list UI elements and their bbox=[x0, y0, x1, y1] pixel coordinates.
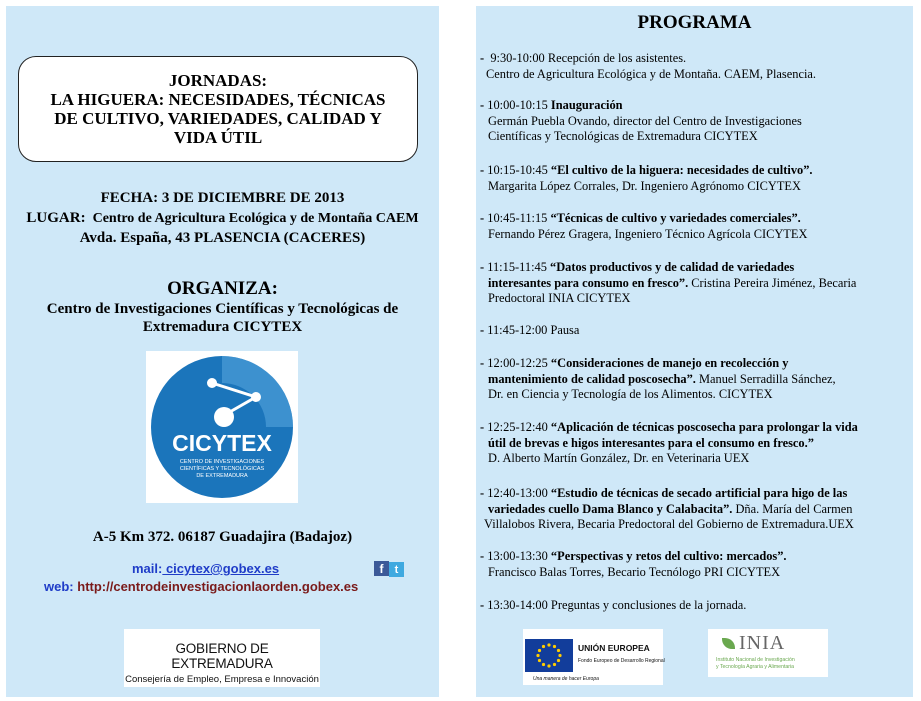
program-time: 10:00-10:15 bbox=[487, 98, 548, 112]
cicytex-logo bbox=[146, 351, 298, 503]
program-item: - 12:00-12:25 “Consideraciones de manejo en recolección y mantenimiento de calidad poscosecha”. Manuel Serradilla Sánchez, Dr. en Ciencia y Tecnología de los Alimentos. CICYTEX bbox=[480, 356, 910, 403]
place-value: Centro de Agricultura Ecológica y de Montaña CAEM bbox=[92, 211, 419, 226]
inia-logo bbox=[708, 629, 828, 677]
cicytex-logo-sub-2: CIENTÍFICAS Y TECNOLÓGICAS bbox=[179, 466, 265, 472]
program-time: 12:25-12:40 bbox=[487, 420, 548, 434]
program-item: - 13:30-14:00 Preguntas y conclusiones de la jornada. bbox=[480, 598, 747, 612]
program-title-cont: variedades cuello Dama Blanco y Calabacita”. bbox=[488, 501, 733, 516]
twitter-icon[interactable]: t bbox=[389, 562, 404, 577]
eu-motto: Una manera de hacer Europa bbox=[533, 676, 599, 682]
eu-subtitle: Fondo Europeo de Desarrollo Regional bbox=[578, 658, 665, 664]
event-date: FECHA: 3 DE DICIEMBRE DE 2013 bbox=[100, 190, 345, 206]
program-item: - 12:40-13:00 “Estudio de técnicas de secado artificial para higo de las variedades cuello Dama Blanco y Calabacita”. Dña. María del Carmen Villalobos Rivera, Becaria Predoctoral del Gobierno de Extremadura.UEX bbox=[480, 486, 910, 533]
right-panel bbox=[476, 6, 913, 697]
event-address: Avda. España, 43 PLASENCIA (CACERES) bbox=[79, 230, 366, 246]
inia-name: INIA bbox=[739, 632, 786, 654]
facebook-icon[interactable]: f bbox=[374, 561, 389, 576]
mail-link[interactable]: cicytex@gobex.es bbox=[162, 561, 280, 576]
program-detail: Villalobos Rivera, Becaria Predoctoral del Gobierno de Extremadura.UEX bbox=[484, 517, 854, 531]
program-time: 9:30-10:00 bbox=[490, 51, 545, 65]
program-detail: Centro de Agricultura Ecológica y de Montaña. CAEM, Plasencia. bbox=[486, 66, 816, 81]
program-time: 10:45-11:15 bbox=[487, 211, 548, 225]
program-detail: Científicas y Tecnológicas de Extremadura CICYTEX bbox=[488, 129, 758, 143]
program-detail: Cristina Pereira Jiménez, Becaria bbox=[688, 275, 857, 290]
program-item: - 10:15-10:45 “El cultivo de la higuera: necesidades de cultivo”. Margarita López Corrales, Dr. Ingeniero Agrónomo CICYTEX bbox=[480, 163, 910, 194]
title-line-4: VIDA ÚTIL bbox=[173, 128, 263, 147]
title-box bbox=[18, 56, 418, 162]
program-time: 13:00-13:30 bbox=[487, 549, 548, 563]
program-title: “Perspectivas y retos del cultivo: mercados”. bbox=[547, 549, 787, 563]
program-time: 10:15-10:45 bbox=[487, 163, 548, 177]
program-detail: D. Alberto Martín González, Dr. en Veterinaria UEX bbox=[488, 451, 750, 465]
program-time: 13:30-14:00 bbox=[487, 598, 548, 612]
gobierno-title: GOBIERNO DE EXTREMADURA bbox=[171, 641, 273, 671]
web-label: web: bbox=[44, 579, 74, 594]
cicytex-logo-name: CICYTEX bbox=[172, 430, 272, 456]
web-line bbox=[44, 579, 358, 594]
organiza-line-1: Centro de Investigaciones Científicas y Tecnológicas de bbox=[46, 301, 399, 317]
eu-flag-icon bbox=[525, 639, 573, 672]
program-item: - 11:45-12:00 Pausa bbox=[480, 323, 580, 337]
program-detail: Dr. en Ciencia y Tecnología de los Alimentos. CICYTEX bbox=[488, 387, 773, 401]
program-item: - 13:00-13:30 “Perspectivas y retos del cultivo: mercados”. Francisco Balas Torres, Becario Tecnólogo PRI CICYTEX bbox=[480, 549, 910, 580]
event-place bbox=[6, 210, 439, 227]
program-time: 12:40-13:00 bbox=[487, 486, 548, 500]
programa-title: PROGRAMA bbox=[637, 12, 752, 33]
cicytex-logo-sub-3: DE EXTREMADURA bbox=[196, 473, 248, 479]
program-detail: Predoctoral INIA CICYTEX bbox=[488, 291, 631, 305]
social-icons bbox=[374, 560, 404, 578]
program-time: 11:15-11:45 bbox=[487, 260, 547, 274]
program-time: 12:00-12:25 bbox=[487, 356, 548, 370]
cicytex-logo-atom-3 bbox=[214, 407, 234, 427]
program-title: “Datos productivos y de calidad de variedades bbox=[546, 260, 795, 274]
program-title-cont: mantenimiento de calidad poscosecha”. bbox=[488, 371, 696, 386]
program-title: “Técnicas de cultivo y variedades comerciales”. bbox=[547, 211, 801, 225]
program-title: “Aplicación de técnicas poscosecha para prolongar la vida bbox=[547, 420, 858, 434]
cicytex-logo-atom-1 bbox=[207, 378, 217, 388]
mail-line bbox=[132, 561, 279, 576]
program-detail: Fernando Pérez Gragera, Ingeniero Técnico Agrícola CICYTEX bbox=[488, 226, 808, 241]
program-detail: Margarita López Corrales, Dr. Ingeniero Agrónomo CICYTEX bbox=[488, 178, 801, 193]
gobierno-logo bbox=[124, 629, 320, 687]
organiza-title: ORGANIZA: bbox=[167, 278, 278, 299]
program-title: “El cultivo de la higuera: necesidades de cultivo”. bbox=[547, 163, 813, 177]
program-item: - 10:45-11:15 “Técnicas de cultivo y variedades comerciales”. Fernando Pérez Gragera, Ingeniero Técnico Agrícola CICYTEX bbox=[480, 211, 910, 242]
program-title: Inauguración bbox=[547, 98, 623, 112]
inia-subtitle-1: Instituto Nacional de Investigación bbox=[716, 657, 795, 663]
title-line-2: LA HIGUERA: NECESIDADES, TÉCNICAS bbox=[50, 90, 386, 109]
program-title: “Consideraciones de manejo en recolección y bbox=[547, 356, 789, 370]
cicytex-logo-graphic bbox=[146, 351, 298, 503]
program-title-cont: interesantes para consumo en fresco”. bbox=[488, 275, 689, 290]
postal-address: A-5 Km 372. 06187 Guadajira (Badajoz) bbox=[92, 529, 353, 545]
program-item: - 10:00-10:15 Inauguración Germán Puebla Ovando, director del Centro de Investigaciones Científicas y Tecnológicas de Extremadura CICYTEX bbox=[480, 98, 910, 145]
program-detail: Germán Puebla Ovando, director del Centro de Investigaciones bbox=[488, 113, 802, 128]
mail-label: mail: bbox=[132, 561, 163, 576]
inia-leaf-icon bbox=[722, 638, 735, 649]
cicytex-logo-atom-2 bbox=[251, 392, 261, 402]
program-text: Preguntas y conclusiones de la jornada. bbox=[547, 598, 747, 612]
web-link[interactable]: http://centrodeinvestigacionlaorden.gobex.es bbox=[77, 579, 359, 594]
left-panel bbox=[6, 6, 439, 697]
eu-logo bbox=[523, 629, 663, 685]
program-item: - 9:30-10:00 Recepción de los asistentes. Centro de Agricultura Ecológica y de Montaña. CAEM, Plasencia. bbox=[480, 51, 910, 82]
program-title: “Estudio de técnicas de secado artificial para higo de las bbox=[547, 486, 848, 500]
cicytex-logo-sub-1: CENTRO DE INVESTIGACIONES bbox=[179, 459, 265, 465]
program-detail: Francisco Balas Torres, Becario Tecnólogo PRI CICYTEX bbox=[488, 564, 781, 579]
eu-stars-icon bbox=[525, 639, 573, 672]
program-time: 11:45-12:00 bbox=[487, 323, 548, 337]
title-line-3: DE CULTIVO, VARIEDADES, CALIDAD Y bbox=[54, 109, 382, 128]
eu-title: UNIÓN EUROPEA bbox=[578, 643, 650, 653]
program-title-cont: útil de brevas e higos interesantes para el consumo en fresco.” bbox=[488, 435, 814, 450]
organiza-line-2: Extremadura CICYTEX bbox=[142, 319, 303, 335]
program-detail: Dña. María del Carmen bbox=[732, 501, 853, 516]
program-item: - 12:25-12:40 “Aplicación de técnicas poscosecha para prolongar la vida útil de brevas e higos interesantes para el consumo en fresco.” D. Alberto Martín González, Dr. en Veterinaria UEX bbox=[480, 420, 910, 467]
program-text: Recepción de los asistentes. bbox=[544, 51, 687, 65]
program-text: Pausa bbox=[547, 323, 580, 337]
inia-subtitle-2: y Tecnología Agraria y Alimentaria bbox=[716, 664, 795, 670]
program-item: - 11:15-11:45 “Datos productivos y de calidad de variedades interesantes para consumo en fresco”. Cristina Pereira Jiménez, Becaria Predoctoral INIA CICYTEX bbox=[480, 260, 910, 307]
place-label: LUGAR: bbox=[26, 210, 86, 226]
title-line-1: JORNADAS: bbox=[168, 71, 268, 90]
gobierno-subtitle: Consejería de Empleo, Empresa e Innovación bbox=[125, 674, 319, 685]
program-detail: Manuel Serradilla Sánchez, bbox=[695, 371, 836, 386]
